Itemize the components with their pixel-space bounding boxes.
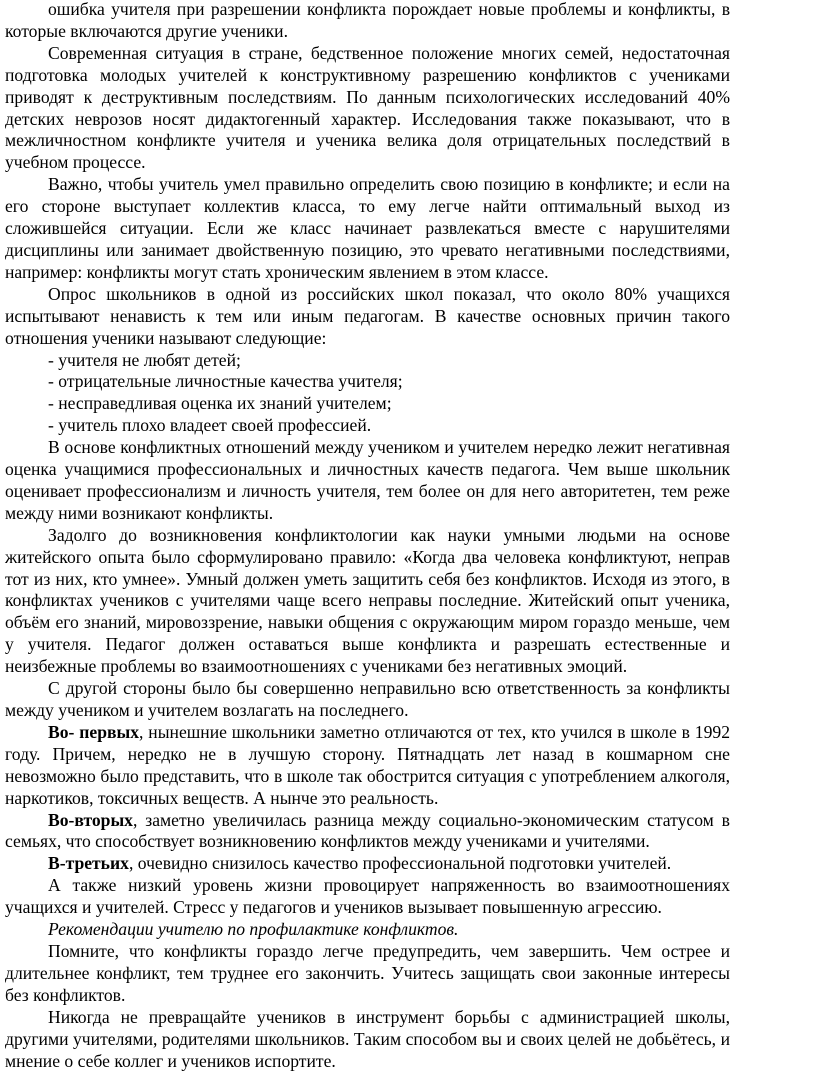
reason-lead: Во- первых [48, 721, 140, 742]
paragraph-reason-third [5, 853, 730, 875]
document-body [5, 0, 730, 1072]
list-item: - учитель плохо владеет своей профессией. [48, 415, 372, 436]
paragraph-continuation: ошибка учителя при разрешении конфликта порождает новые проблемы и конфликты, в которые включаются другие ученики. [5, 0, 730, 41]
reason-text: , заметно увеличилась разница между социально-экономическим статусом в семьях, что способствует возникновению конфликтов между учениками и учителями. [5, 809, 730, 852]
recommendations-heading [5, 919, 730, 941]
paragraph-survey: Опрос школьников в одной из российских школ показал, что около 80% учащихся испытывают ненависть к тем или иным педагогам. В качестве основных причин такого отношения ученики называют следующие: [5, 283, 730, 348]
paragraph-current-situation: Современная ситуация в стране, бедственное положение многих семей, недостаточная подготовка молодых учителей к конструктивному разрешению конфликтов с учениками приводят к деструктивным последствиям. По данным психологических исследований 40% детских неврозов носят дидактогенный характер. Исследования также показывают, что в межличностном конфликте учителя и ученика велика доля отрицательных последствий в учебном процессе. [5, 42, 730, 173]
paragraph-rule: Задолго до возникновения конфликтологии как науки умными людьми на основе житейского опыта было сформулировано правило: «Когда два человека конфликтуют, неправ тот из них, кто умнее». Умный должен уметь защитить себя без конфликтов. Исходя из этого, в конфликтах учеников с учителями чаще всего неправы последние. Житейский опыт ученика, объём его знаний, мировоззрение, навыки общения с окружающим миром гораздо меньше, чем у учителя. Педагог должен оставаться выше конфликта и разрешать естественные и неизбежные проблемы во взаимоотношениях с учениками без негативных эмоций. [5, 524, 730, 677]
list-item: - учителя не любят детей; [48, 349, 241, 370]
reason-text: , очевидно снизилось качество профессиональной подготовки учителей. [128, 853, 672, 874]
paragraph-recommendation: Помните, что конфликты гораздо легче предупредить, чем завершить. Чем острее и длительнее конфликт, тем труднее его закончить. Учитесь защищать свои законные интересы без конфликтов. [5, 940, 730, 1005]
list-item: - отрицательные личностные качества учителя; [48, 371, 403, 392]
paragraph-reason-first [5, 722, 730, 810]
paragraph-stress: А также низкий уровень жизни провоцирует напряженность во взаимоотношениях учащихся и учителей. Стресс у педагогов и учеников вызывает повышенную агрессию. [5, 875, 730, 918]
paragraph-recommendation: Никогда не превращайте учеников в инструмент борьбы с администрацией школы, другими учителями, родителями школьников. Таким способом вы и своих целей не добьётесь, и мнение о себе коллег и учеников испортите. [5, 1006, 730, 1071]
reason-lead: В-третьих [48, 853, 129, 874]
list-item: - несправедливая оценка их знаний учителем; [48, 393, 392, 414]
reason-text: , нынешние школьники заметно отличаются от тех, кто учился в школе в 1992 году. Причем, нередко не в лучшую сторону. Пятнадцать лет назад в кошмарном сне невозможно было представить, что в школе так обострится ситуация с употреблением алкоголя, наркотиков, токсичных веществ. А нынче это реальность. [5, 721, 730, 808]
recommendations-heading-text: Рекомендации учителю по профилактике конфликтов. [48, 919, 459, 940]
paragraph-other-side: С другой стороны было бы совершенно неправильно всю ответственность за конфликты между учеником и учителем возлагать на последнего. [5, 678, 730, 720]
paragraph-teacher-position: Важно, чтобы учитель умел правильно определить свою позицию в конфликте; и если на его стороне выступает коллектив класса, то ему легче найти оптимальный выход из сложившейся ситуации. Если же класс начинает развлекаться вместе с нарушителями дисциплины или занимает двойственную позицию, это чревато негативными последствиями, например: конфликты могут стать хроническим явлением в этом классе. [5, 174, 730, 282]
reason-lead: Во-вторых [48, 809, 133, 830]
paragraph-negative-assessment: В основе конфликтных отношений между учеником и учителем нередко лежит негативная оценка учащимися профессиональных и личностных качеств педагога. Чем выше школьник оценивает профессионализм и личность учителя, тем более он для него авторитетен, тем реже между ними возникают конфликты. [5, 437, 730, 523]
paragraph-reason-second [5, 810, 730, 854]
